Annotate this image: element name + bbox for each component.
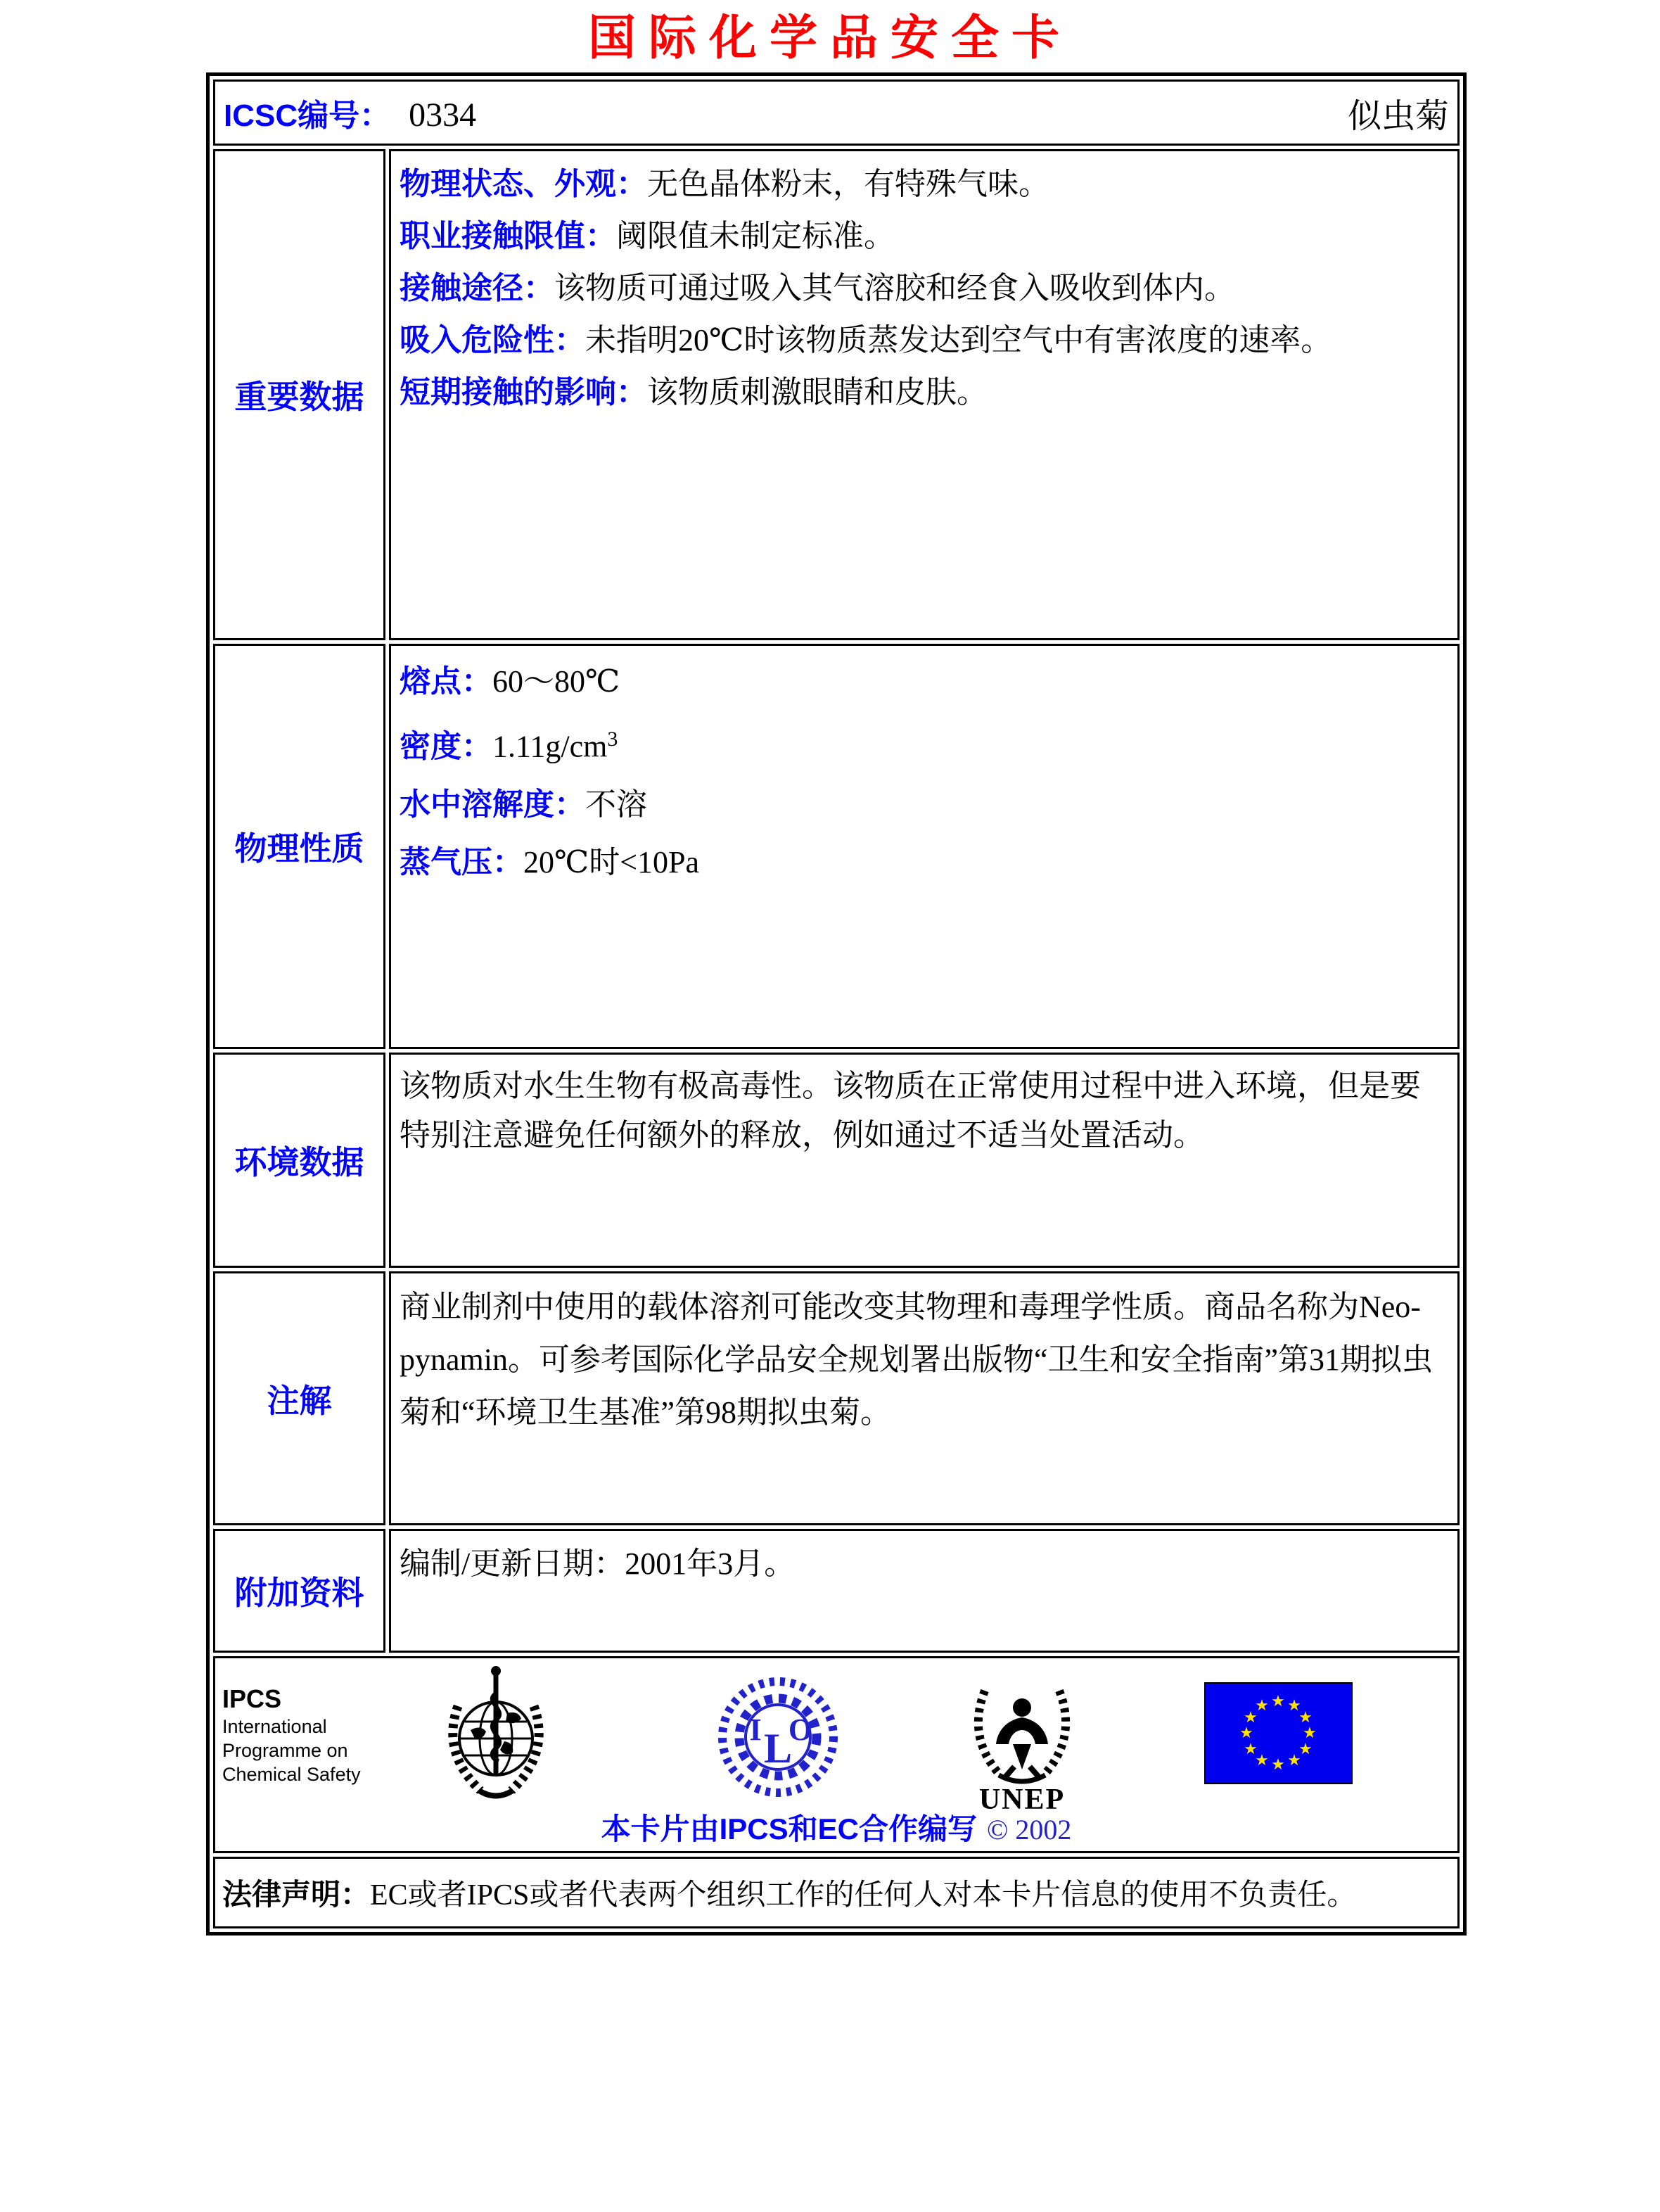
physical-state-text: 无色晶体粉末，有特殊气味。 xyxy=(647,167,1049,201)
inhalation-risk-text: 未指明20℃时该物质蒸发达到空气中有害浓度的速率。 xyxy=(585,323,1332,357)
important-data-content xyxy=(389,149,1460,640)
vapor-pressure-value: 20℃时<10Pa xyxy=(523,844,700,879)
update-date-label: 编制/更新日期： xyxy=(400,1546,625,1581)
physical-state-item xyxy=(400,158,1449,210)
environmental-data-row xyxy=(213,1053,1460,1268)
notes-content xyxy=(389,1271,1460,1525)
ilo-logo xyxy=(715,1675,841,1799)
environmental-data-text: 该物质对水生生物有极高毒性。该物质在正常使用过程中进入环境，但是要特别注意避免任何额外的释放，例如通过不适当处置活动。 xyxy=(400,1069,1421,1152)
ipcs-acronym: IPCS xyxy=(222,1684,282,1713)
svg-text:★: ★ xyxy=(1298,1709,1313,1727)
short-term-effects-item xyxy=(400,367,1449,419)
vapor-pressure-item xyxy=(400,834,1449,891)
svg-text:★: ★ xyxy=(1244,1709,1258,1727)
water-solubility-label: 水中溶解度： xyxy=(400,787,585,822)
section-label-important-data: 重要数据 xyxy=(213,149,385,640)
density-value: 1.11g/cm xyxy=(492,729,608,764)
exposure-routes-item xyxy=(400,262,1449,314)
svg-text:★: ★ xyxy=(1287,1752,1301,1769)
vapor-pressure-label: 蒸气压： xyxy=(400,844,523,879)
svg-text:★: ★ xyxy=(1287,1697,1301,1715)
update-date-value: 2001年3月。 xyxy=(625,1546,796,1581)
ilo-letter-l: L xyxy=(763,1725,793,1772)
additional-info-content xyxy=(389,1529,1460,1653)
inhalation-risk-label: 吸入危险性： xyxy=(400,323,585,357)
exposure-limit-text: 阈限值未制定标准。 xyxy=(616,219,895,253)
exposure-routes-label: 接触途径： xyxy=(400,271,554,305)
density-label: 密度： xyxy=(400,729,492,764)
ilo-letter-i: I xyxy=(749,1712,762,1747)
svg-text:★: ★ xyxy=(1298,1741,1313,1758)
density-item xyxy=(400,711,1449,776)
section-label-notes: 注解 xyxy=(213,1271,385,1525)
footer-row xyxy=(213,1656,1460,1853)
disclaimer-row xyxy=(213,1857,1460,1928)
physical-state-label: 物理状态、外观： xyxy=(400,167,647,201)
ipcs-line-2: Programme on xyxy=(222,1740,348,1761)
credit-text: 本卡片由IPCS和EC合作编写 xyxy=(601,1812,977,1845)
icsc-number-group xyxy=(224,90,476,135)
melting-point-value: 60～80℃ xyxy=(492,664,620,699)
section-label-physical-properties: 物理性质 xyxy=(213,644,385,1049)
svg-text:★: ★ xyxy=(1239,1724,1253,1742)
svg-text:★: ★ xyxy=(1271,1756,1285,1774)
notes-text: 商业制剂中使用的载体溶剂可能改变其物理和毒理学性质。商品名称为Neo-pynamin。可参考国际化学品安全规划署出版物“卫生和安全指南”第31期拟虫菊和“环境卫生基准”第98期拟虫菊。 xyxy=(400,1290,1434,1430)
svg-text:★: ★ xyxy=(1244,1741,1258,1758)
additional-info-row xyxy=(213,1529,1460,1653)
physical-properties-row xyxy=(213,644,1460,1049)
page-title: 国际化学品安全卡 xyxy=(587,10,1072,66)
ipcs-line-3: Chemical Safety xyxy=(222,1764,361,1785)
eu-flag-icon xyxy=(1204,1682,1353,1784)
disclaimer-content xyxy=(213,1857,1460,1928)
density-exponent: 3 xyxy=(607,727,618,751)
ipcs-line-1: International xyxy=(222,1716,327,1737)
inhalation-risk-item xyxy=(400,314,1449,367)
exposure-limit-item xyxy=(400,210,1449,262)
notes-row xyxy=(213,1271,1460,1525)
melting-point-item xyxy=(400,653,1449,711)
svg-text:★: ★ xyxy=(1255,1752,1269,1769)
water-solubility-item xyxy=(400,776,1449,834)
unep-caption: UNEP xyxy=(978,1784,1066,1815)
disclaimer-label: 法律声明： xyxy=(222,1878,371,1911)
water-solubility-value: 不溶 xyxy=(585,787,647,822)
section-label-additional-info: 附加资料 xyxy=(213,1529,385,1653)
environmental-data-content xyxy=(389,1053,1460,1268)
short-term-effects-label: 短期接触的影响： xyxy=(400,375,647,409)
exposure-limit-label: 职业接触限值： xyxy=(400,219,616,253)
svg-text:★: ★ xyxy=(1255,1697,1269,1715)
physical-properties-content xyxy=(389,644,1460,1049)
credit-line xyxy=(215,1806,1457,1848)
who-logo xyxy=(440,1663,552,1807)
exposure-routes-text: 该物质可通过吸入其气溶胶和经食入吸收到体内。 xyxy=(554,271,1235,305)
header-row xyxy=(213,80,1460,146)
icsc-number-value: 0334 xyxy=(409,96,477,134)
unep-logo xyxy=(964,1671,1080,1815)
ilo-letter-o: O xyxy=(788,1712,813,1747)
svg-text:★: ★ xyxy=(1271,1693,1285,1710)
ipcs-text-block xyxy=(222,1684,361,1786)
section-label-environmental-data: 环境数据 xyxy=(213,1053,385,1268)
safety-card-table xyxy=(206,72,1467,1936)
svg-text:★: ★ xyxy=(1303,1724,1317,1742)
short-term-effects-text: 该物质刺激眼睛和皮肤。 xyxy=(647,375,988,409)
important-data-row xyxy=(213,149,1460,640)
melting-point-label: 熔点： xyxy=(400,664,492,699)
disclaimer-text: EC或者IPCS或者代表两个组织工作的任何人对本卡片信息的使用不负责任。 xyxy=(370,1879,1357,1912)
icsc-number-label: ICSC编号： xyxy=(224,98,391,133)
chemical-name: 似虫菊 xyxy=(1347,97,1449,135)
copyright-text: © 2002 xyxy=(986,1814,1072,1845)
